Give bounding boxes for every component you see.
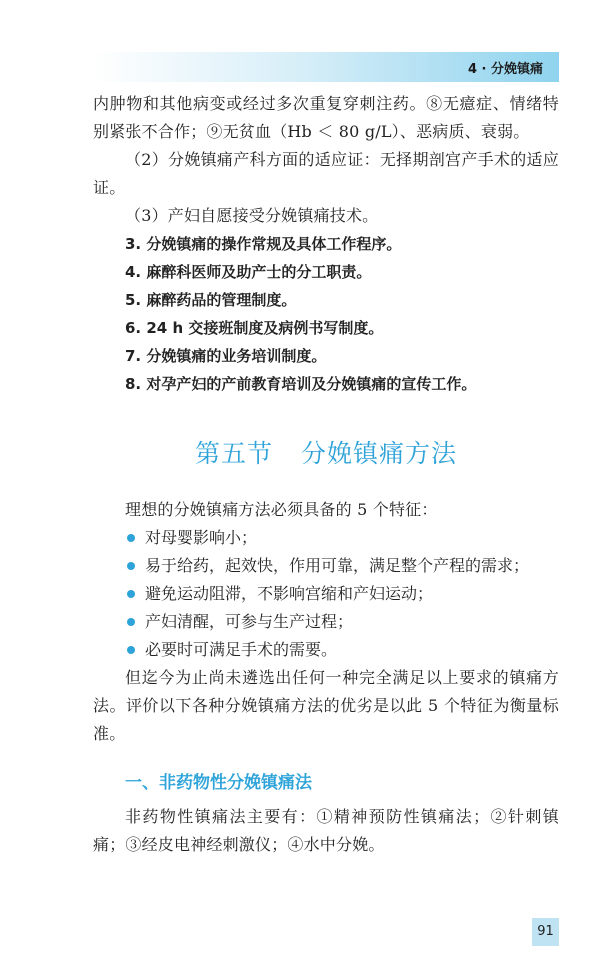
bold-list-item: 6. 24 h 交接班制度及病例书写制度。	[125, 319, 384, 337]
subsection-text: 非药物性镇痛法主要有：①精神预防性镇痛法；②针刺镇痛；③经皮电神经刺激仪；④水中分娩。	[93, 807, 559, 854]
bullet-icon	[127, 562, 135, 570]
list-item: 避免运动阻滞，不影响宫缩和产妇运动；	[125, 580, 559, 608]
list-item: 易于给药，起效快，作用可靠，满足整个产程的需求；	[125, 552, 559, 580]
paragraph: （2）分娩镇痛产科方面的适应证：无择期剖宫产手术的适应证。	[93, 150, 559, 197]
list-item: 对母婴影响小；	[125, 524, 559, 552]
bold-list-item: 4. 麻醉科医师及助产士的分工职责。	[125, 263, 372, 281]
page-number: 91	[532, 918, 559, 946]
feature-list	[93, 524, 559, 664]
bold-list-item: 3. 分娩镇痛的操作常规及具体工作程序。	[125, 235, 402, 253]
running-title: 4 · 分娩镇痛	[467, 62, 543, 77]
bold-list-item: 5. 麻醉药品的管理制度。	[125, 291, 297, 309]
section-title	[93, 434, 559, 470]
bullet-icon	[127, 590, 135, 598]
list-item: 必要时可满足手术的需要。	[125, 636, 559, 664]
bullet-icon	[127, 646, 135, 654]
bold-list-item: 8. 对孕产妇的产前教育培训及分娩镇痛的宣传工作。	[125, 375, 477, 393]
bullet-icon	[127, 618, 135, 626]
paragraph: 内肿物和其他病变或经过多次重复穿刺注药。⑧无癔症、情绪特别紧张不合作；⑨无贫血（Hb ＜ 80 g/L）、恶病质、衰弱。	[93, 94, 559, 141]
page-content	[93, 90, 559, 859]
section-number: 第五节	[194, 439, 273, 468]
bullet-icon	[127, 534, 135, 542]
section-conclusion: 但迄今为止尚未遴选出任何一种完全满足以上要求的镇痛方法。评价以下各种分娩镇痛方法的优劣是以此 5 个特征为衡量标准。	[93, 668, 559, 743]
running-header	[93, 52, 559, 82]
section-name: 分娩镇痛方法	[301, 439, 458, 468]
subsection-heading: 一、非药物性分娩镇痛法	[125, 773, 312, 793]
paragraph: （3）产妇自愿接受分娩镇痛技术。	[125, 206, 379, 225]
bold-list-item: 7. 分娩镇痛的业务培训制度。	[125, 347, 327, 365]
section-intro: 理想的分娩镇痛方法必须具备的 5 个特征：	[125, 500, 438, 519]
list-item: 产妇清醒，可参与生产过程；	[125, 608, 559, 636]
